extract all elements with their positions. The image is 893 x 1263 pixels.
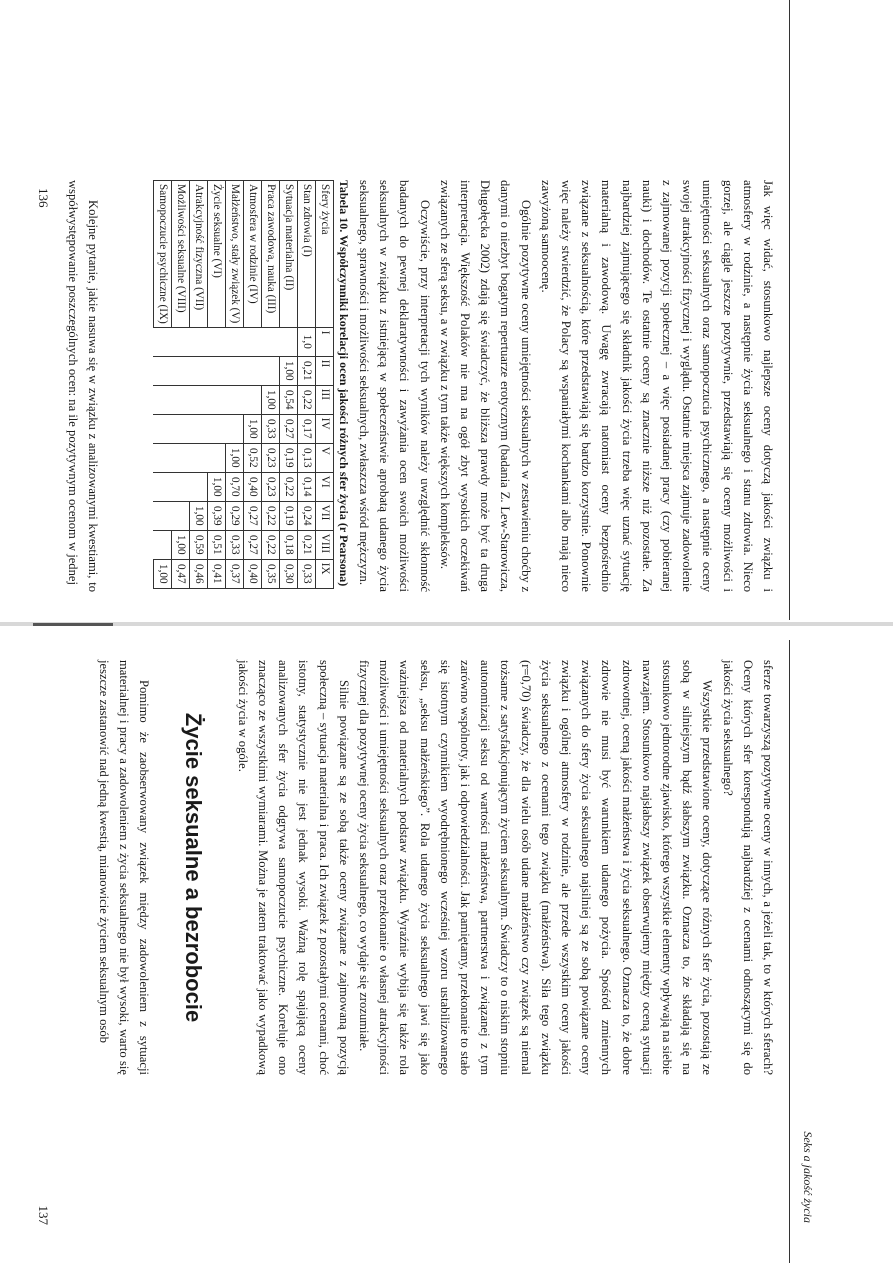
table-cell: 0,39 <box>207 501 225 530</box>
table-cell <box>153 443 171 472</box>
page-number: 136 <box>36 188 51 208</box>
table-row-label: Życie seksualne (VI) <box>207 181 225 328</box>
table-cell: 0,33 <box>261 414 279 443</box>
table-cell: 0,23 <box>261 472 279 501</box>
table-cell: 0,40 <box>243 559 261 588</box>
table-row <box>261 181 279 589</box>
table-cell: 1,00 <box>261 385 279 414</box>
paragraph: Kolejne pytanie, jakie nasuwa się w związku z analizowanymi kwestiami, to współwystępowanie poszczególnych ocen: na ile pozytywnym ocenom w jednej <box>65 180 100 592</box>
table-cell: 0,51 <box>207 530 225 559</box>
table-header-cell: VIII <box>315 530 333 559</box>
table-row <box>153 181 171 589</box>
table-cell <box>261 327 279 356</box>
paragraph: Silnie powiązane są ze sobą także oceny związane z zajmowaną pozycją społeczną – sytuacja materialna i praca. Ich związek z pozostałymi ocenami, choć istotny, statystycznie nie jest jednak wysoki. Ważną rolę spajającą oceny analizowanych sfer życia odgrywa samopoczucie psychiczne. Koreluje ono znacząco ze wszystkimi wymiarami. Można je zatem traktować jako wypadkową jakości życia w ogóle. <box>235 660 351 1075</box>
table-cell <box>243 385 261 414</box>
table-cell <box>189 443 207 472</box>
left-page-body <box>153 180 778 592</box>
table-header-cell: VII <box>315 501 333 530</box>
top-rule <box>789 0 790 620</box>
table-cell: 0,22 <box>261 530 279 559</box>
table-cell <box>243 327 261 356</box>
table-row-label: Atrakcyjność fizyczna (VII) <box>189 181 207 328</box>
table-row-label: Stan zdrowia (I) <box>297 181 315 328</box>
table-row <box>279 181 297 589</box>
table-cell: 0,21 <box>297 530 315 559</box>
table-header-cell: I <box>315 327 333 356</box>
table-row-label: Samopoczucie psychiczne (IX) <box>153 181 171 328</box>
paragraph: Jak więc widać, stosunkowo najlepsze oceny dotyczą jakości związku i atmosfery w rodzinie, a następnie życia seksualnego i stanu zdrowia. Nieco gorzej, ale ciągle jeszcze pozytywnie, przedstawiają się oceny możliwości i umiejętności seksualnych oraz samopoczucia psychicznego, a następnie oceny swojej atrakcyjności fizycznej i wyglądu. Ostatnie miejsca zajmuje zadowolenie z zajmowanej pozycji społecznej – a więc posiadanej pracy (czy pobieranej nauki) i dochodów. Te ostatnie oceny są znacznie niższe niż pozostałe. Za najbardziej zajmującego się składnik jakości życia trzeba więc uznać sytuację materialną i zawodową. Uwagę zwracają natomiast oceny bezpośrednio związane z seksualnością, które przedstawiają się bardzo korzystnie. Ponownie więc należy stwierdzić, że Polacy są wspaniałymi kochankami albo mają nieco zawyżoną samoocenę. <box>538 180 775 592</box>
table-cell <box>171 443 189 472</box>
table-cell <box>189 356 207 385</box>
table-cell <box>243 356 261 385</box>
table-cell <box>261 356 279 385</box>
table-header-row <box>315 181 333 589</box>
table-row <box>297 181 315 589</box>
paragraph: Pomimo że zaobserwowany związek między zadowoleniem z sytuacji materialnej i pracy a zadowoleniem z życia seksualnego nie był wysoki, warto się jeszcze zastanowić nad jedną kwestią, mianowicie życiem seksualnym osób <box>96 660 152 1075</box>
table-header-cell: III <box>315 385 333 414</box>
right-page-body <box>94 660 778 1075</box>
table-cell <box>153 414 171 443</box>
table-cell <box>207 443 225 472</box>
top-rule <box>789 640 790 1263</box>
table-cell: 0,13 <box>297 443 315 472</box>
paragraph: Wszystkie przedstawione oceny, dotyczące różnych sfer życia, pozostają ze sobą w silniejszym bądź słabszym związku. Oznacza to, że składają się na stosunkowo jednorodne zjawisko, którego wszystkie elementy wpływają na siebie nawzajem. Stosunkowo najsłabszy związek obserwujemy między oceną sytuacji zdrowotnej, oceną jakości małżeństwa i życia seksualnego. Oznacza to, że dobre zdrowie nie musi być warunkiem udanego pożycia. Spośród zmiennych związanych do sfery życia seksualnego najsilniej są ze sobą powiązane oceny związku i ogólnej atmosfery w rodzinie, ale przede wszystkim oceny jakości życia seksualnego z ocenami tego związku (małżeństwa). Siła tego związku (r=0,70) świadczy, że dla wielu osób udane małżeństwo czy związek są niemal tożsame z satysfakcjonującym życiem seksualnym. Świadczy to o niskim stopniu autonomizacji seksu od wartości małżeństwa, partnerstwa i związanej z tym zarówno wspólnoty, jak i odpowiedzialności. Jak pamiętamy, przekonanie to stało się istotnym czynnikiem wyodrębnionego wcześniej wzoru ustabilizowanego seksu, „seksu małżeńskiego”. Rola udanego życia seksualnego jawi się jako ważniejsza od materialnych podstaw związku. Wyraźnie wybija się także rola możliwości i umiejętności seksualnych oraz przekonanie o własnej atrakcyjności fizycznej dla pozytywnej oceny życia seksualnego, co wydaje się zrozumiałe. <box>356 660 715 1075</box>
table-cell: 1,00 <box>189 501 207 530</box>
table-cell: 0,27 <box>243 530 261 559</box>
paragraph: Oczywiście, przy interpretacji tych wyników należy uwzględnić skłonność badanych do pewnej deklaratywności i zawyżania ocen swoich możliwości seksualnych w związku z istniejącą w społeczeństwie aprobatą udanego życia seksualnego, sprawności i możliwości seksualnych, zwłaszcza wśród mężczyzn. <box>356 180 432 592</box>
table-cell <box>279 327 297 356</box>
table-cell: 0,70 <box>225 472 243 501</box>
table-cell: 0,54 <box>279 385 297 414</box>
table-cell: 1,00 <box>225 443 243 472</box>
table-cell <box>189 472 207 501</box>
table-caption: Tabela 10. Współczynniki korelacji ocen jakości różnych sfer życia (r Pearsona) <box>336 180 351 587</box>
table-cell: 1,00 <box>243 414 261 443</box>
table-cell: 1,0 <box>297 327 315 356</box>
table-cell: 0,33 <box>297 559 315 588</box>
table-cell <box>153 385 171 414</box>
table-row <box>171 181 189 589</box>
table-row <box>207 181 225 589</box>
table-cell <box>153 530 171 559</box>
table-cell <box>171 327 189 356</box>
table-cell <box>207 327 225 356</box>
table-cell <box>189 327 207 356</box>
table-row-label: Atmosfera w rodzinie (IV) <box>243 181 261 328</box>
table-cell: 0,33 <box>225 530 243 559</box>
table-cell <box>171 472 189 501</box>
paragraph: sferze towarzyszą pozytywne oceny w innych, a jeżeli tak, to w których sferach? Oceny których sfer korespondują najbardziej z ocenami odnoszącymi się do jakości życia seksualnego? <box>720 660 775 1075</box>
table-cell: 0,46 <box>189 559 207 588</box>
left-page-bottom <box>63 180 103 592</box>
table-cell: 0,41 <box>207 559 225 588</box>
table-cell: 0,17 <box>297 414 315 443</box>
table-cell <box>171 356 189 385</box>
table-row-label: Praca zawodowa, nauka (III) <box>261 181 279 328</box>
table-header-cell: IV <box>315 414 333 443</box>
table-cell <box>207 356 225 385</box>
table-cell: 0,19 <box>279 501 297 530</box>
table-row-label: Małżeństwo, stały związek (V) <box>225 181 243 328</box>
table-header-cell: V <box>315 443 333 472</box>
table-cell: 0,22 <box>261 501 279 530</box>
right-page <box>0 640 893 1263</box>
table-cell: 0,14 <box>297 472 315 501</box>
table-cell: 0,27 <box>243 501 261 530</box>
table-cell <box>207 385 225 414</box>
table-cell: 1,00 <box>153 559 171 588</box>
paragraph: Ogólnie pozytywne oceny umiejętności seksualnych w zestawieniu choćby z danymi o niezbyt bogatym repertuarze erotycznym (badania Z. Lew-Starowicza, Długołęcka 2002) zdają się świadczyć, że bliższa prawdy może być ta druga interpretacja. Większość Polaków nie ma na ogół zbyt wysokich oczekiwań związanych ze sferą seksu, a w związku z tym także większych kompleksów. <box>437 180 533 592</box>
table-cell <box>189 414 207 443</box>
table-cell <box>225 414 243 443</box>
table-cell <box>171 385 189 414</box>
table-cell <box>153 327 171 356</box>
table-cell: 0,27 <box>279 414 297 443</box>
section-title: Życie seksualne a bezrobocie <box>180 712 206 1023</box>
table-cell <box>153 472 171 501</box>
table-header-cell: Sfery życia <box>315 181 333 328</box>
table-cell: 0,22 <box>297 385 315 414</box>
correlation-table <box>153 180 334 589</box>
table-header-cell: IX <box>315 559 333 588</box>
table-cell: 0,59 <box>189 530 207 559</box>
table-cell <box>171 501 189 530</box>
table-row <box>189 181 207 589</box>
table-cell <box>171 414 189 443</box>
left-page <box>0 0 893 620</box>
table-cell <box>207 414 225 443</box>
table-header-cell: VI <box>315 472 333 501</box>
table-cell: 0,21 <box>297 356 315 385</box>
table-cell: 0,37 <box>225 559 243 588</box>
running-head: Seks a jakość życia <box>801 1131 815 1223</box>
table-cell: 0,29 <box>225 501 243 530</box>
table-row-label: Możliwości seksualne (VIII) <box>171 181 189 328</box>
table-cell <box>189 385 207 414</box>
table-cell: 0,35 <box>261 559 279 588</box>
table-cell: 0,40 <box>243 472 261 501</box>
table-cell: 0,19 <box>279 443 297 472</box>
table-cell <box>153 356 171 385</box>
table-cell: 1,00 <box>279 356 297 385</box>
table-cell: 0,24 <box>297 501 315 530</box>
table-row <box>225 181 243 589</box>
table-cell: 1,00 <box>171 530 189 559</box>
table-cell: 0,52 <box>243 443 261 472</box>
table-cell: 0,22 <box>279 472 297 501</box>
table-row-label: Sytuacja materialna (II) <box>279 181 297 328</box>
table-cell: 0,18 <box>279 530 297 559</box>
table-cell: 0,47 <box>171 559 189 588</box>
table-cell <box>225 327 243 356</box>
table-cell <box>225 385 243 414</box>
table-cell: 0,30 <box>279 559 297 588</box>
table-row <box>243 181 261 589</box>
table-cell: 0,23 <box>261 443 279 472</box>
table-header-cell: II <box>315 356 333 385</box>
table-cell <box>225 356 243 385</box>
table-cell <box>153 501 171 530</box>
table-body <box>153 181 315 589</box>
page-number: 137 <box>36 1205 51 1225</box>
table-cell: 1,00 <box>207 472 225 501</box>
